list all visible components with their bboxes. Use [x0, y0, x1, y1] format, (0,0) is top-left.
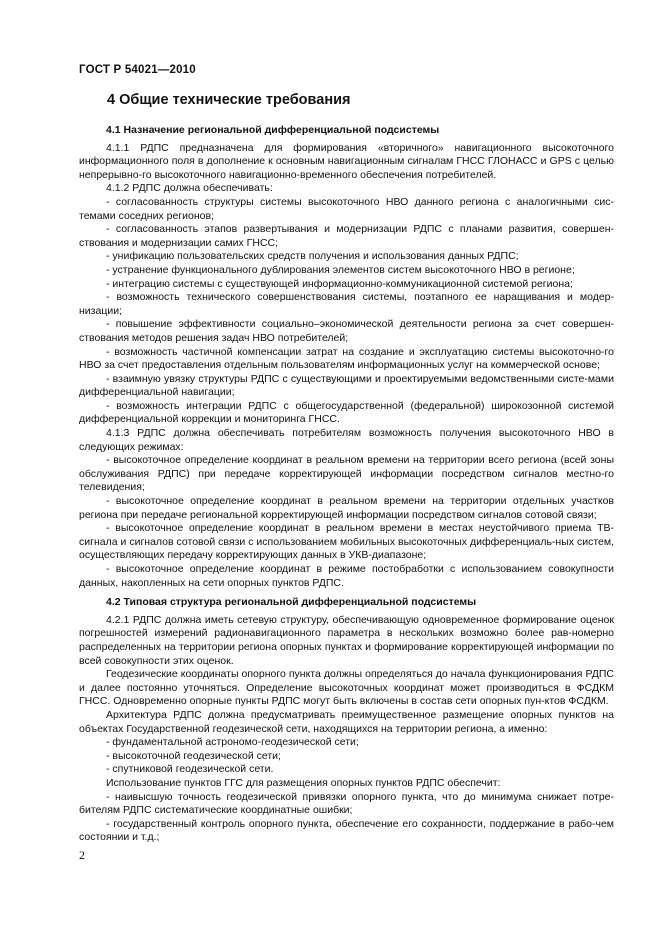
list-item: - интеграцию системы с существующей информационно-коммуникационной системой региона; — [106, 277, 573, 290]
list-item: - согласованность этапов развертывания и модернизации РДПС с планами развития, совершен-ствования и модернизации самих ГНСС; — [79, 223, 614, 249]
paragraph: Геодезические координаты опорного пункта должны определяться до начала функционирования РДПС и далее постоянно уточняться. Определение высокоточных координат может производиться в ФСДКМ ГНСС. Одновременно опорные пункты РДПС могут быть включены в состав сети опорных пун-ктов ФСДКМ. — [79, 668, 614, 708]
list-item: - высокоточное определение координат в реальном времени на территории всего региона (всей зоны обслуживания РДПС) при передаче корректирующей информации посредством сигналов местно-го телевидения; — [79, 454, 614, 494]
section-title: 4 Общие технические требования — [107, 92, 351, 108]
paragraph: 4.1.2 РДПС должна обеспечивать: — [106, 182, 273, 195]
paragraph: 4.2.1 РДПС должна иметь сетевую структуру, обеспечивающую одновременное формирование оценок погрешностей измерений радионавигационного параметра в нескольких возможно более рав-номерно распределенных на территории региона опорных пунктах и формирование корректирующей информации по всей совокупности этих оценок. — [79, 613, 614, 667]
document-code: ГОСТ Р 54021—2010 — [79, 64, 196, 76]
list-item: - высокоточное определение координат в режиме постобработки с использованием совокупности данных, накопленных на сети опорных пунктов РДПС. — [79, 563, 614, 589]
list-item: - наивысшую точность геодезической привязки опорного пункта, что до минимума снижает потре-бителям РДПС систематические координатные ошибки; — [79, 790, 614, 817]
list-item: - повышение эффективности социально–экономической деятельности региона за счет совершен-ствования методов решения задач НВО потребителей; — [79, 318, 614, 344]
list-item: - высокоточной геодезической сети; — [106, 749, 281, 762]
list-item: - возможность частичной компенсации затрат на создание и эксплуатацию системы высокоточно-го НВО за счет предоставления отдельным пользователям информационных услуг на коммерческой основе; — [79, 345, 614, 372]
list-item: - высокоточное определение координат в реальном времени на территории отдельных участков региона при передаче региональной корректирующей информации посредством сигналов сотовой связи; — [79, 495, 614, 521]
list-item: - устранение функционального дублирования элементов систем высокоточного НВО в регионе; — [106, 263, 575, 276]
document-body — [79, 118, 614, 845]
list-item: - унификацию пользовательских средств получения и использования данных РДПС; — [106, 250, 519, 263]
page-number: 2 — [79, 848, 85, 862]
paragraph: Использование пунктов ГГС для размещения опорных пунктов РДПС обеспечит: — [106, 776, 501, 789]
list-item: - возможность технического совершенствования системы, поэтапного ее наращивания и модер-низации; — [79, 291, 614, 317]
paragraph: 4.1.1 РДПС предназначена для формирования «вторичного» навигационного высокоточного информационного поля в дополнение к основным навигационным сигналам ГНСС ГЛОНАСС и GPS с целью непрерывно-го высокоточного навигационно-временного обеспечения потребителей. — [79, 141, 614, 181]
list-item: - фундаментальной астрономо-геодезической сети; — [106, 736, 359, 749]
list-item: - государственный контроль опорного пункта, обеспечение его сохранности, поддержание в рабо-чем состоянии и т.д.; — [79, 817, 614, 844]
list-item: - согласованность структуры системы высокоточного НВО данного региона с аналогичными сис-темами соседних регионов; — [79, 195, 614, 222]
subsection-heading-4-2: 4.2 Типовая структура региональной дифференциальной подсистемы — [106, 596, 477, 609]
list-item: - возможность интеграции РДПС с общегосударственной (федеральной) широкозонной системой дифференциальной коррекции и мониторинга ГНСС. — [79, 399, 614, 426]
list-item: - спутниковой геодезической сети. — [106, 763, 274, 776]
list-item: - взаимную увязку структуры РДПС с существующими и проектируемыми ведомственными систе-мами дифференциальной навигации; — [79, 372, 614, 399]
subsection-heading-4-1: 4.1 Назначение региональной дифференциальной подсистемы — [106, 124, 440, 136]
paragraph: 4.1.3 РДПС должна обеспечивать потребителям возможность получения высокоточного НВО в следующих режимах: — [79, 427, 614, 453]
paragraph: Архитектура РДПС должна предусматривать преимущественное размещение опорных пунктов на объектах Государственной геодезической сети, находящихся на территории региона, а именно: — [79, 708, 614, 735]
list-item: - высокоточное определение координат в реальном времени в местах неустойчивого приема ТВ-сигнала и сигналов сотовой связи с использованием мобильных высокоточных дифференциаль-ных систем, осуществляющих передачу корректирующих данных в УКВ-диапазоне; — [79, 522, 614, 562]
